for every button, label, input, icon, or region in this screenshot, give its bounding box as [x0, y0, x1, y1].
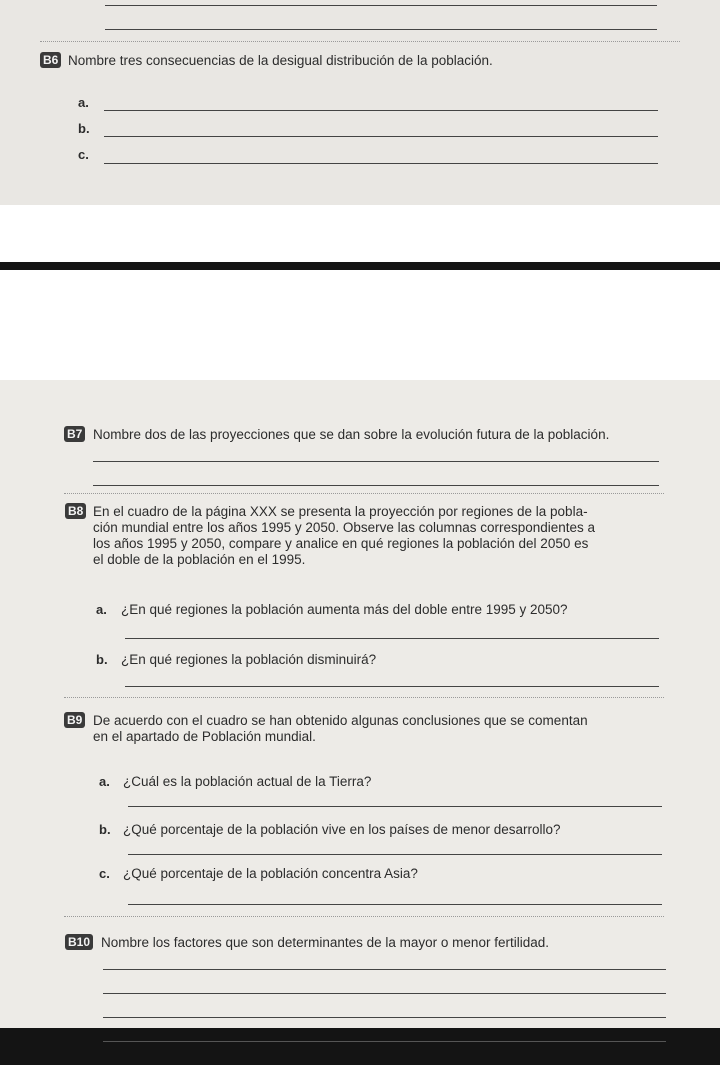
- question-b9-a-text: ¿Cuál es la población actual de la Tierra?: [123, 774, 372, 789]
- answer-line-b7-2[interactable]: [93, 485, 659, 486]
- question-badge-b6: B6: [40, 52, 61, 68]
- item-label-b: b.: [78, 121, 90, 136]
- item-label-b: b.: [96, 652, 108, 667]
- section-divider: [64, 916, 664, 917]
- question-badge-b7: B7: [64, 426, 85, 442]
- question-badge-b10: B10: [65, 934, 93, 950]
- question-b8-b-text: ¿En qué regiones la población disminuirá?: [121, 652, 377, 667]
- section-divider: [64, 493, 664, 494]
- item-label-a: a.: [78, 95, 89, 110]
- item-label-a: a.: [96, 602, 107, 617]
- item-label-c: c.: [99, 866, 110, 881]
- question-badge-b9: B9: [64, 712, 85, 728]
- item-label-a: a.: [99, 774, 110, 789]
- answer-line-b6-c[interactable]: [104, 163, 658, 164]
- question-b7-text: Nombre dos de las proyecciones que se dan sobre la evolución futura de la población.: [93, 427, 610, 442]
- question-b8-a-text: ¿En qué regiones la población aumenta más del doble entre 1995 y 2050?: [121, 602, 568, 617]
- answer-line-b7-1[interactable]: [93, 461, 659, 462]
- answer-line-b10-3[interactable]: [103, 1017, 666, 1018]
- question-b10-text: Nombre los factores que son determinantes de la mayor o menor fertilidad.: [101, 935, 549, 950]
- question-b9-line-1: De acuerdo con el cuadro se han obtenido algunas conclusiones que se comentan: [93, 713, 588, 728]
- answer-line-b10-2[interactable]: [103, 993, 666, 994]
- answer-line-b6-b[interactable]: [104, 136, 658, 137]
- question-b6-text: Nombre tres consecuencias de la desigual distribución de la población.: [68, 53, 493, 68]
- question-badge-b8: B8: [65, 503, 86, 519]
- section-divider: [40, 41, 680, 42]
- answer-line-b8-b[interactable]: [125, 686, 659, 687]
- answer-line-b10-1[interactable]: [103, 969, 666, 970]
- question-b8-line-4: el doble de la población en el 1995.: [93, 552, 306, 567]
- answer-line: [105, 5, 657, 6]
- question-b8-line-3: los años 1995 y 2050, compare y analice en qué regiones la población del 2050 es: [93, 536, 589, 551]
- answer-line-b9-b[interactable]: [128, 854, 662, 855]
- answer-line-b8-a[interactable]: [125, 638, 659, 639]
- answer-line-b9-c[interactable]: [128, 904, 662, 905]
- question-b9-line-2: en el apartado de Población mundial.: [93, 729, 316, 744]
- item-label-b: b.: [99, 822, 111, 837]
- question-b9-c-text: ¿Qué porcentaje de la población concentra Asia?: [123, 866, 418, 881]
- item-label-c: c.: [78, 147, 89, 162]
- worksheet-bottom-section: [0, 380, 720, 1028]
- answer-line-b10-4[interactable]: [103, 1041, 666, 1042]
- question-b9-b-text: ¿Qué porcentaje de la población vive en los países de menor desarrollo?: [123, 822, 561, 837]
- page-bottom-edge: [0, 1028, 720, 1065]
- worksheet-top-section: [0, 0, 720, 205]
- page-separator-bar: [0, 262, 720, 270]
- answer-line-b6-a[interactable]: [104, 110, 658, 111]
- answer-line-b9-a[interactable]: [128, 806, 662, 807]
- section-divider: [64, 697, 664, 698]
- answer-line: [105, 29, 657, 30]
- question-b8-line-1: En el cuadro de la página XXX se presenta la proyección por regiones de la pobla-: [93, 504, 588, 519]
- question-b8-line-2: ción mundial entre los años 1995 y 2050. Observe las columnas correspondientes a: [93, 520, 596, 535]
